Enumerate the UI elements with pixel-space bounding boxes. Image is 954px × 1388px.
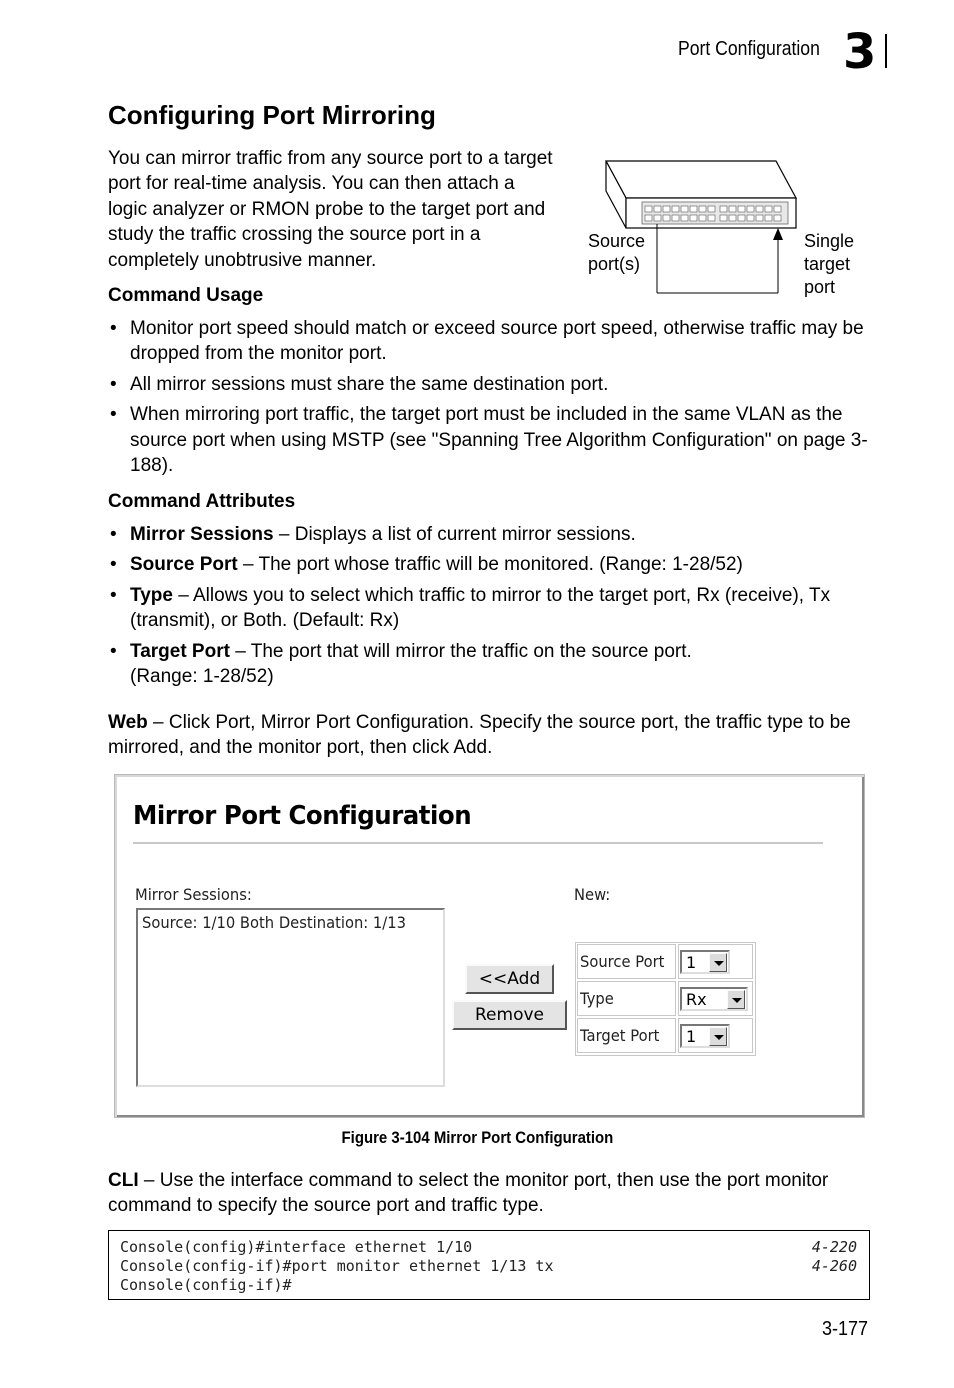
target-label-line3: port [804, 277, 836, 297]
attr-desc: – The port that will mirror the traffic on the source port. [229, 640, 692, 662]
target-port-label: Target Port [580, 1026, 660, 1045]
target-label-line1: Single [804, 231, 855, 251]
mirror-sessions-listbox[interactable] [136, 908, 445, 1087]
command-usage-list [108, 316, 868, 483]
command-attributes-heading: Command Attributes [108, 491, 296, 512]
arrow-up-icon [773, 228, 783, 240]
chevron-down-icon[interactable] [709, 1027, 727, 1046]
type-select[interactable] [680, 987, 748, 1011]
chevron-down-icon[interactable] [727, 990, 745, 1009]
attr-term: Source Port [130, 554, 238, 576]
target-port-select[interactable] [680, 1024, 730, 1048]
section-heading: Configuring Port Mirroring [108, 100, 436, 130]
target-port-value: 1 [686, 1027, 697, 1046]
cli-desc: – Use the interface command to select the monitor port, then use the port monitor command to specify the source port and traffic type. [108, 1170, 829, 1217]
source-label-line1: Source [588, 231, 646, 251]
list-item [108, 583, 868, 634]
list-item: • When mirroring port traffic, the target port must be included in the same VLAN as the source port when using MSTP (see "Spanning Tree Algorithm Configuration" on page 3-188). [108, 402, 868, 478]
code-line: Console(config-if)#port monitor ethernet 1/13 tx [120, 1257, 554, 1275]
intro-paragraph: You can mirror traffic from any source port to a target port for real-time analysis. You can then attach a logic analyzer or RMON probe to the target port and study the traffic crossing the source port in a completely unobtrusive manner. [108, 148, 553, 271]
chapter-divider [885, 34, 887, 68]
code-page-ref: 4-220 [811, 1238, 857, 1256]
code-page-ref: 4-260 [811, 1257, 857, 1275]
attr-term: Type [130, 584, 173, 606]
web-instructions [108, 710, 868, 761]
mirror-port-config-screenshot [114, 774, 865, 1118]
attr-term: Target Port [130, 640, 230, 662]
attr-desc-range: (Range: 1-28/52) [130, 666, 274, 688]
command-usage-heading: Command Usage [108, 285, 264, 306]
target-label-line2: target [804, 254, 851, 274]
source-port-select[interactable] [680, 950, 730, 974]
cli-term: CLI [108, 1170, 139, 1191]
source-label-line2: port(s) [588, 254, 641, 274]
running-header: Port Configuration [678, 38, 820, 60]
mirror-path-lines [657, 224, 778, 293]
session-entry[interactable]: Source: 1/10 Both Destination: 1/13 [142, 913, 406, 932]
attr-term: Mirror Sessions [130, 524, 274, 545]
list-item [108, 552, 868, 577]
cli-code-block [108, 1230, 870, 1300]
source-port-value: 1 [686, 953, 697, 972]
chevron-down-icon[interactable] [709, 953, 727, 972]
list-item [108, 639, 868, 690]
figure-caption: Figure 3-104 Mirror Port Configuration [341, 1128, 613, 1147]
web-desc: – Click Port, Mirror Port Configuration. Specify the source port, the traffic type to be mirrored, and the monitor port, then click Add. [108, 712, 851, 759]
mirror-sessions-label: Mirror Sessions: [135, 885, 252, 904]
chapter-number: 3 [843, 24, 875, 80]
list-item: • All mirror sessions must share the same destination port. [108, 372, 868, 397]
command-attributes-list [108, 522, 868, 694]
attr-desc: – Displays a list of current mirror sessions. [273, 524, 636, 545]
title-divider [133, 842, 823, 844]
type-value: Rx [686, 990, 707, 1009]
switch-icon [606, 161, 796, 228]
remove-button[interactable]: Remove [452, 1000, 567, 1030]
screenshot-title: Mirror Port Configuration [133, 801, 472, 831]
attr-desc: – The port whose traffic will be monitored. (Range: 1-28/52) [237, 554, 743, 576]
new-session-form [575, 942, 756, 1056]
page-number: 3-177 [822, 1318, 869, 1340]
add-button[interactable]: <<Add [465, 964, 554, 994]
source-port-label: Source Port [580, 952, 665, 971]
attr-desc: – Allows you to select which traffic to mirror to the target port, Rx (receive), Tx (transmit), or Both. (Default: Rx) [130, 584, 831, 632]
cli-instructions [108, 1168, 868, 1219]
new-label: New: [574, 885, 611, 904]
code-line: Console(config-if)# [120, 1276, 292, 1294]
code-line: Console(config)#interface ethernet 1/10 [120, 1238, 473, 1256]
list-item: • Monitor port speed should match or exceed source port speed, otherwise traffic may be dropped from the monitor port. [108, 316, 868, 367]
type-label: Type [580, 989, 614, 1008]
list-item [108, 522, 868, 547]
web-term: Web [108, 712, 148, 733]
